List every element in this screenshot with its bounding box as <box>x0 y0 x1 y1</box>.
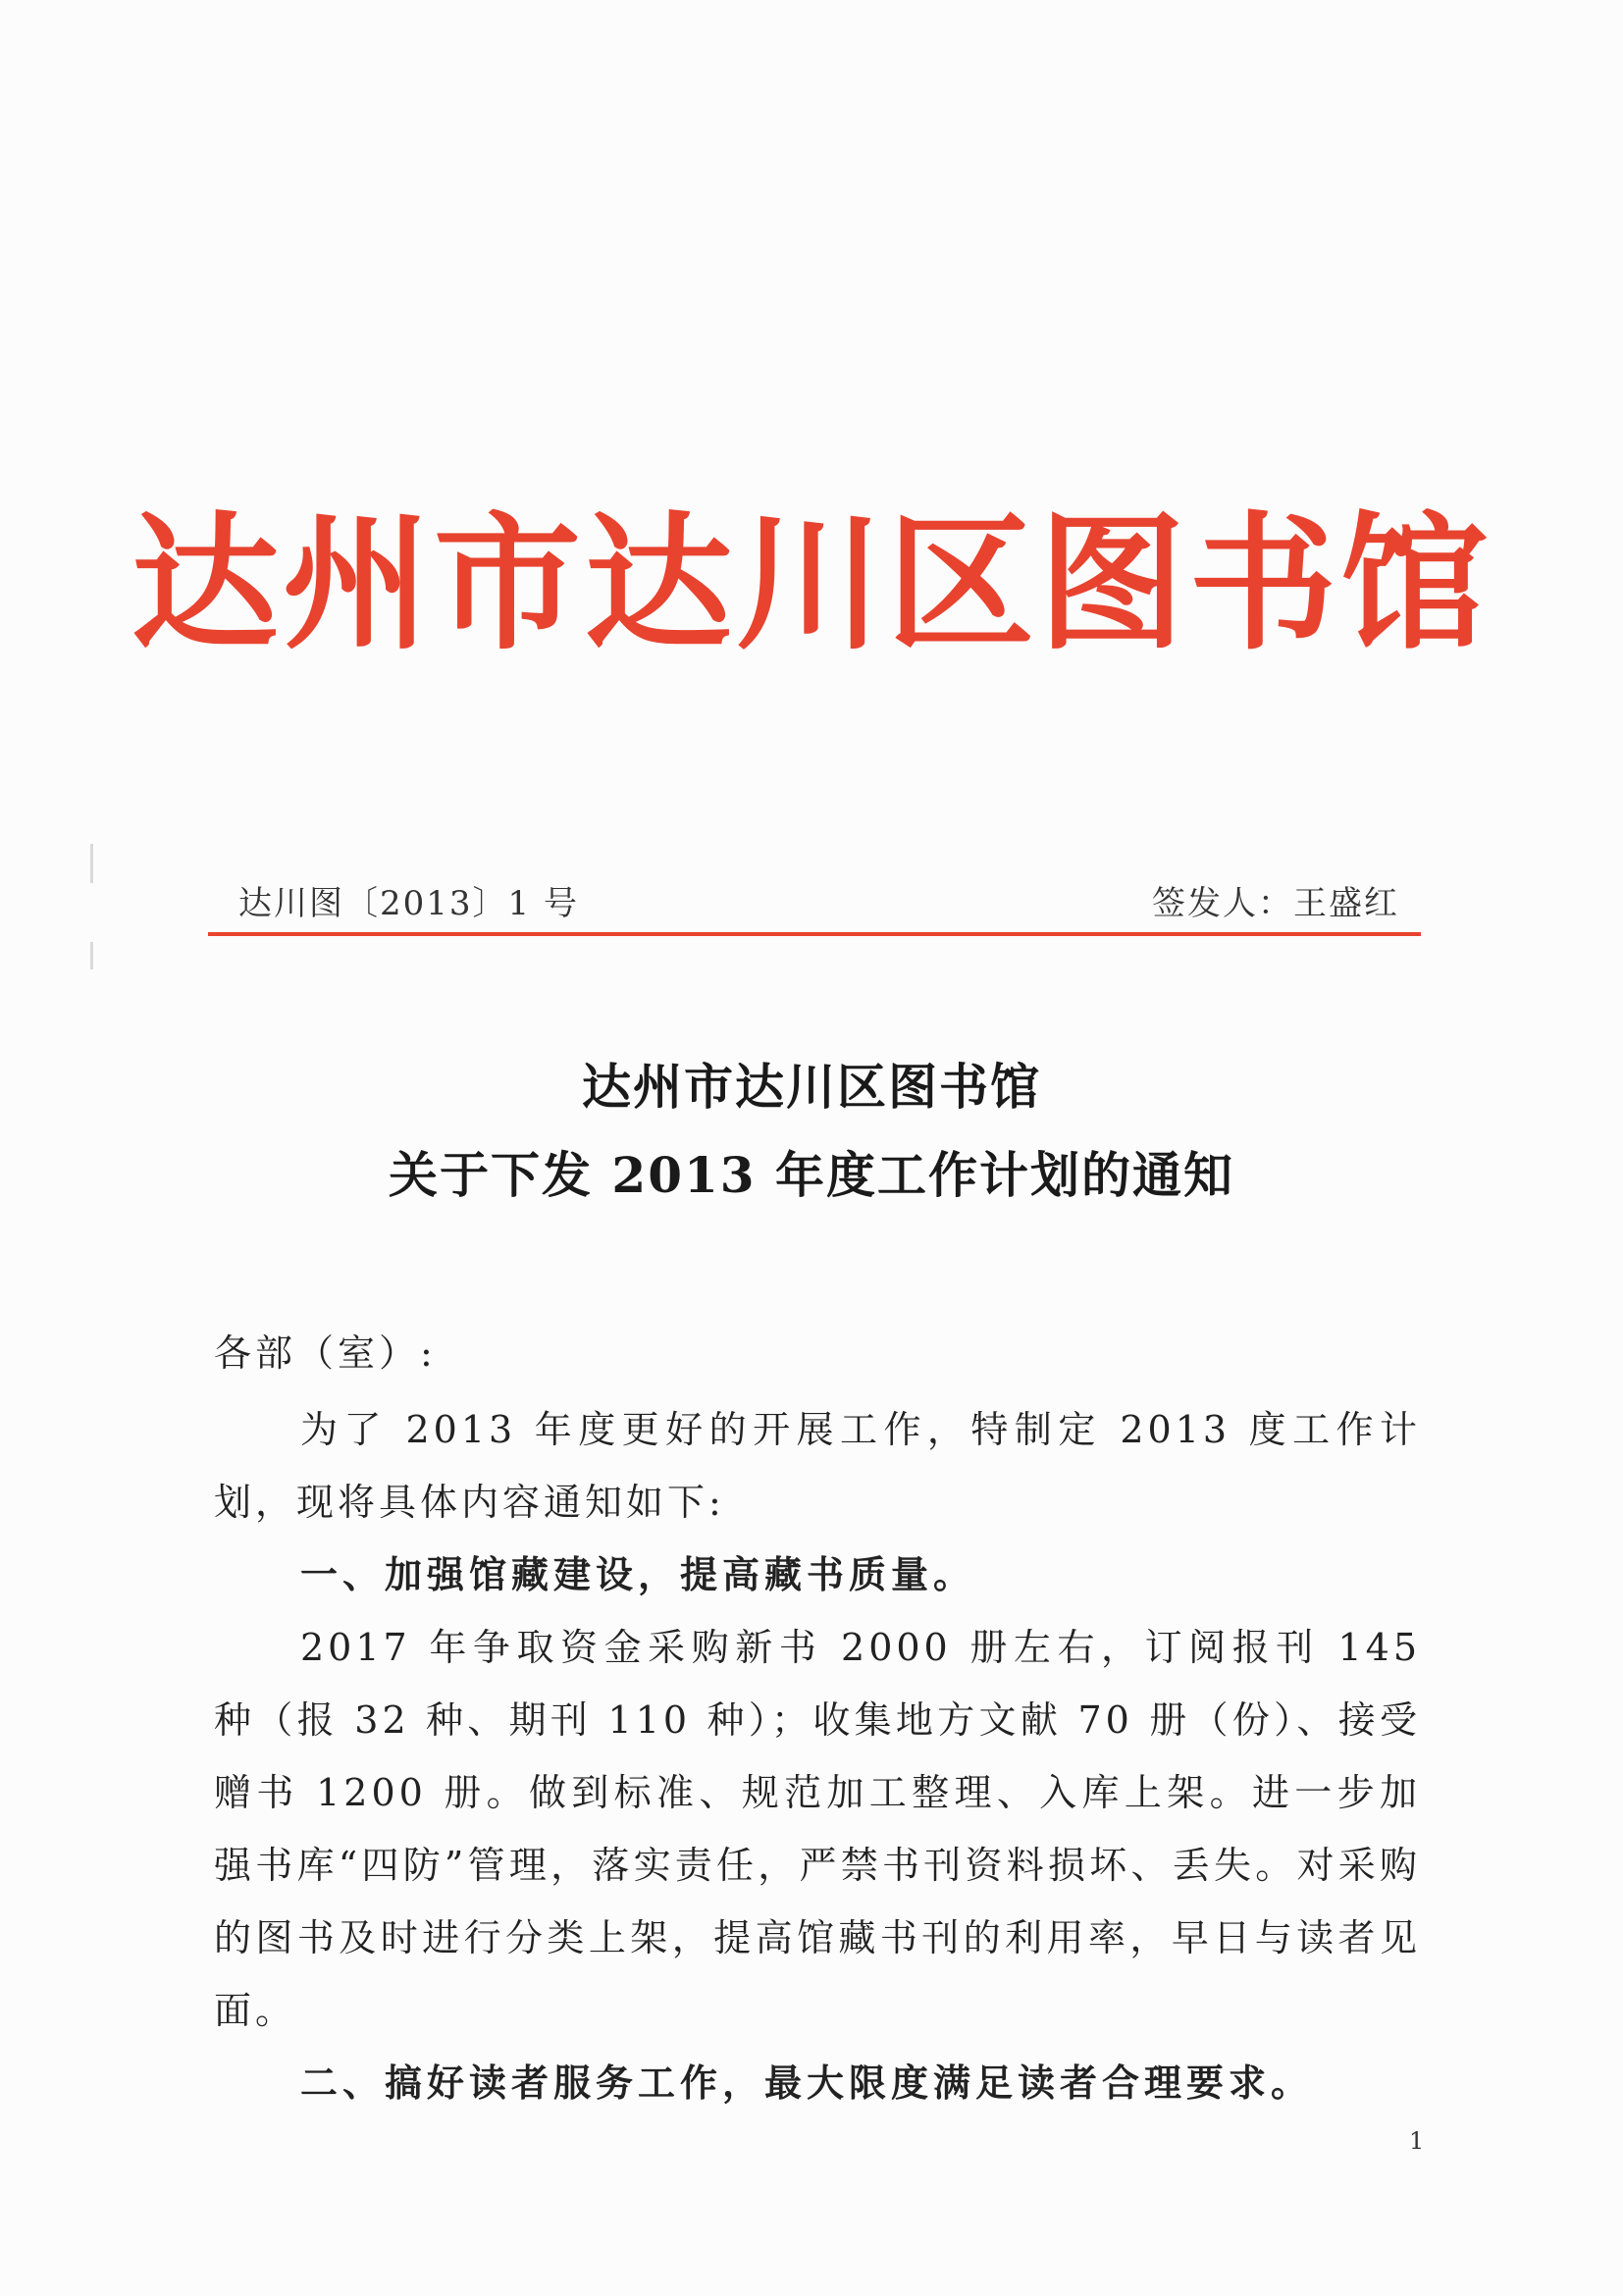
org-header <box>0 497 1623 670</box>
section-heading: 二、搞好读者服务工作，最大限度满足读者合理要求。 <box>300 2061 1314 2105</box>
paragraph: 2017 年争取资金采购新书 2000 册左右，订阅报刊 145 种（报 32 种、期刊 110 种）；收集地方文献 70 册（份）、接受赠书 1200 册。做到标准、规范加工整理、入库上架。进一步加强书库“四防”管理，落实责任，严禁书刊资料损坏、丢失。对采购的图书及时进行分类上架，提高馆藏书刊的利用率，早日与读者见面。 <box>214 1626 1421 2032</box>
body-text <box>214 1393 1421 2119</box>
signer: 签发人：王盛红 <box>1152 884 1399 923</box>
page-number: 1 <box>1409 2127 1425 2155</box>
scan-edge-mark <box>90 844 93 883</box>
org-header-text: 达州市达川区图书馆 <box>131 497 1492 670</box>
salutation: 各部（室）: <box>214 1331 437 1375</box>
red-divider-rule <box>208 932 1421 936</box>
paragraph: 为了 2013 年度更好的开展工作，特制定 2013 度工作计划，现将具体内容通知如下: <box>214 1408 1421 1524</box>
document-title-line-1: 达州市达川区图书馆 <box>582 1058 1041 1116</box>
document-title-line-2: 关于下发 2013 年度工作计划的通知 <box>389 1146 1234 1204</box>
section-heading: 一、加强馆藏建设，提高藏书质量。 <box>300 1552 976 1596</box>
document-number: 达川图〔2013〕1 号 <box>238 884 579 923</box>
scan-edge-mark <box>90 942 93 969</box>
